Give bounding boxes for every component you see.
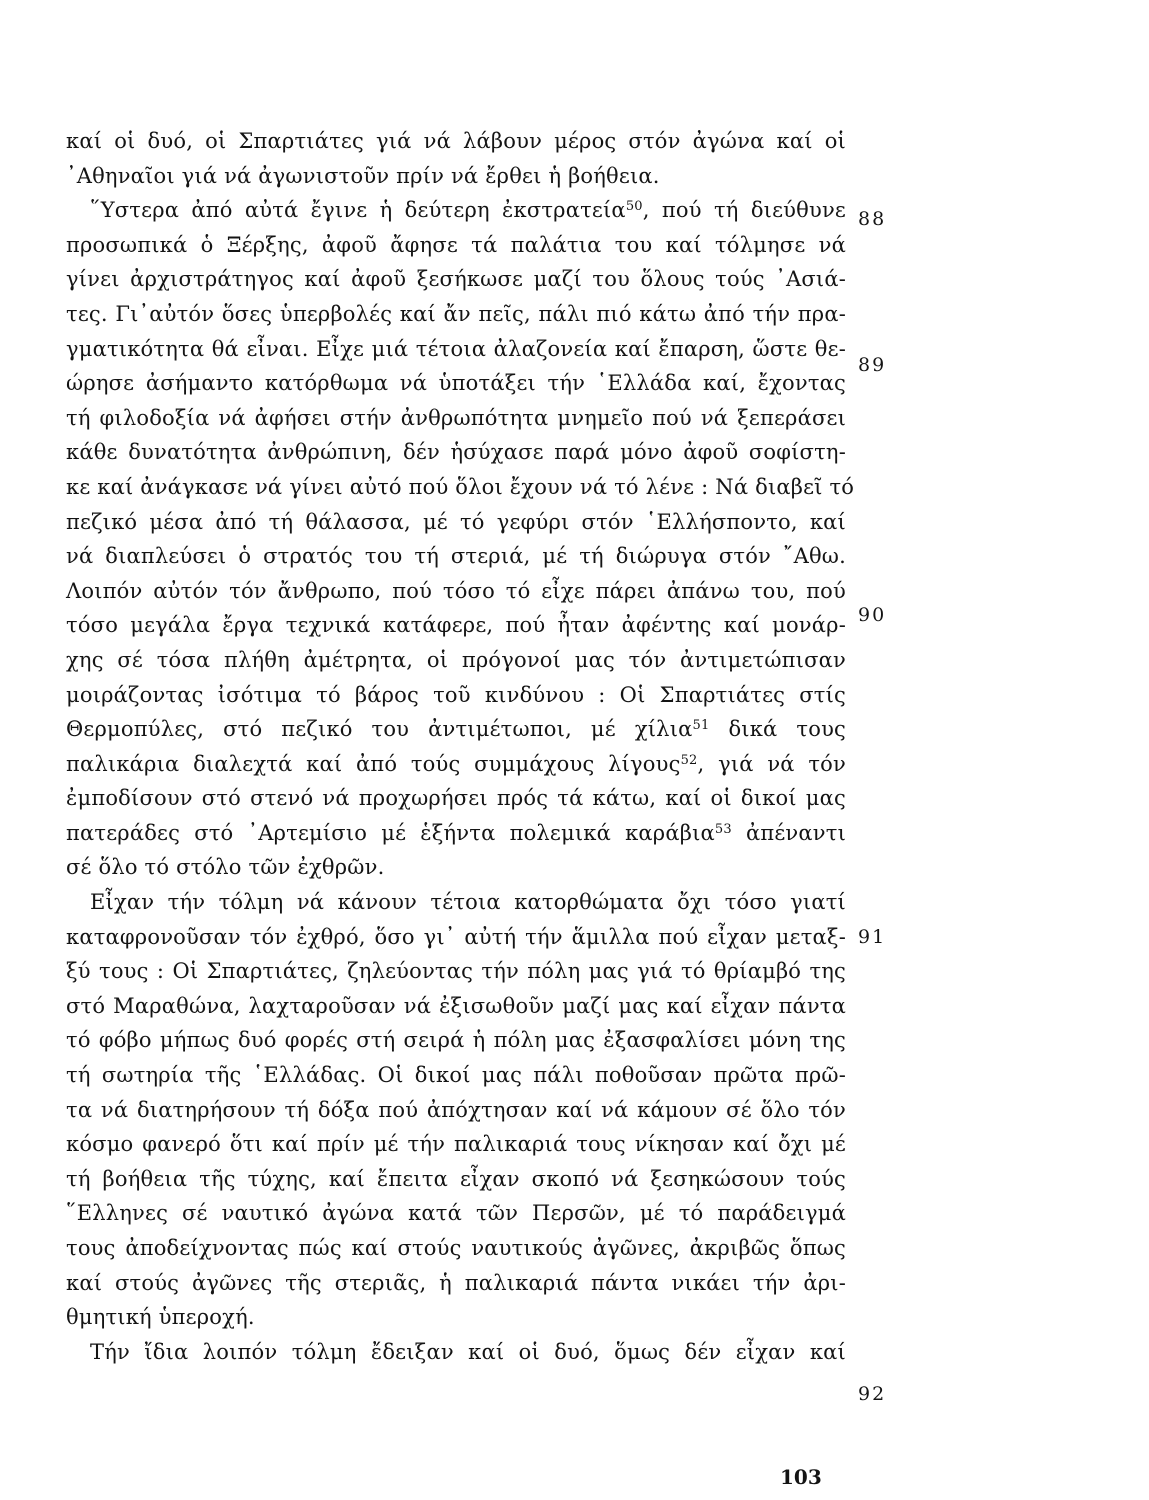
- text-segment: , πού τή διεύθυνε: [642, 198, 846, 223]
- text-line: σέ ὅλο τό στόλο τῶν ἐχθρῶν.: [66, 855, 385, 880]
- margin-section-number: 89: [858, 354, 887, 376]
- text-line: καί στούς ἀγῶνες τῆς στεριᾶς, ἡ παλικαριά πάντα νικάει τήν ἀρι-: [66, 1270, 846, 1295]
- text-line: Εἶχαν τήν τόλμη νά κάνουν τέτοια κατορθώματα ὄχι τόσο γιατί: [90, 890, 846, 915]
- text-line: πεζικό μέσα ἀπό τή θάλασσα, μέ τό γεφύρι στόν ῾Ελλήσποντο, καί: [66, 509, 846, 534]
- text-line: καταφρονοῦσαν τόν ἐχθρό, ὅσο γι᾿ αὐτή τήν ἅμιλλα πού εἶχαν μεταξ-: [66, 924, 846, 949]
- text-line: [66, 747, 846, 782]
- text-body: [66, 124, 855, 1369]
- text-line: [66, 193, 846, 228]
- text-segment: δικά τους: [709, 717, 846, 742]
- text-line: Λοιπόν αὐτόν τόν ἄνθρωπο, πού τόσο τό εἶχε πάρει ἀπάνω του, πού: [66, 578, 846, 603]
- text-line: ᾿Αθηναῖοι γιά νά ἀγωνιστοῦν πρίν νά ἔρθει ἡ βοήθεια.: [66, 163, 660, 188]
- text-line: καί οἱ δυό, οἱ Σπαρτιάτες γιά νά λάβουν μέρος στόν ἀγώνα καί οἱ: [66, 129, 846, 153]
- text-segment: , γιά νά τόν: [697, 751, 846, 776]
- text-line: γίνει ἀρχιστράτηγος καί ἀφοῦ ξεσήκωσε μαζί του ὅλους τούς ᾿Ασιά-: [66, 267, 846, 292]
- text-line: τόσο μεγάλα ἔργα τεχνικά κατάφερε, πού ἦταν ἀφέντης καί μονάρ-: [66, 613, 846, 638]
- text-line: κε καί ἀνάγκασε νά γίνει αὐτό πού ὅλοι ἔχουν νά τό λένε : Νά διαβεῖ τό: [66, 474, 855, 499]
- text-segment: ἀπέναντι: [731, 820, 847, 845]
- text-line: τή σωτηρία τῆς ῾Ελλάδας. Οἱ δικοί μας πάλι ποθοῦσαν πρῶτα πρῶ-: [66, 1063, 846, 1088]
- margin-section-number: 92: [858, 1383, 887, 1405]
- text-line: χης σέ τόσα πλήθη ἀμέτρητα, οἱ πρόγονοί μας τόν ἀντιμετώπισαν: [66, 647, 846, 672]
- margin-section-number: 91: [858, 926, 887, 948]
- margin-section-number: 90: [858, 604, 887, 626]
- text-line: ξύ τους : Οἱ Σπαρτιάτες, ζηλεύοντας τήν πόλη μας γιά τό θρίαμβό της: [66, 959, 846, 984]
- text-line: ἐμποδίσουν στό στενό νά προχωρήσει πρός τά κάτω, καί οἱ δικοί μας: [66, 786, 846, 811]
- text-line: τή βοήθεια τῆς τύχης, καί ἔπειτα εἶχαν σκοπό νά ξεσηκώσουν τούς: [66, 1166, 846, 1191]
- text-line: ῞Ελληνες σέ ναυτικό ἀγώνα κατά τῶν Περσῶν, μέ τό παράδειγμά: [66, 1201, 846, 1226]
- text-segment: παλικάρια διαλεχτά καί ἀπό τούς συμμάχους λίγους: [66, 751, 681, 776]
- text-line: [66, 712, 846, 747]
- text-line: τους ἀποδείχνοντας πώς καί στούς ναυτικούς ἀγῶνες, ἀκριβῶς ὅπως: [66, 1236, 846, 1260]
- text-line: [66, 816, 846, 851]
- text-line: στό Μαραθώνα, λαχταροῦσαν νά ἐξισωθοῦν μαζί μας καί εἶχαν πάντα: [66, 993, 846, 1018]
- text-line: τα νά διατηρήσουν τή δόξα πού ἀπόχτησαν καί νά κάμουν σέ ὅλο τόν: [66, 1097, 846, 1122]
- text-line: τες. Γι᾿αὐτόν ὅσες ὑπερβολές καί ἄν πεῖς, πάλι πιό κάτω ἀπό τήν πρα-: [66, 301, 846, 326]
- text-line: τή φιλοδοξία νά ἀφήσει στήν ἀνθρωπότητα μνημεῖο πού νά ξεπεράσει: [66, 405, 846, 430]
- text-segment: πατεράδες στό ᾿Αρτεμίσιο μέ ἑξήντα πολεμικά καράβια: [66, 820, 715, 845]
- text-segment: Θερμοπύλες, στό πεζικό του ἀντιμέτωποι, μέ χίλια: [66, 717, 693, 742]
- text-line: κάθε δυνατότητα ἀνθρώπινη, δέν ἡσύχασε παρά μόνο ἀφοῦ σοφίστη-: [66, 440, 846, 465]
- text-line: μοιράζοντας ἰσότιμα τό βάρος τοῦ κινδύνου : Οἱ Σπαρτιάτες στίς: [66, 682, 846, 707]
- text-line: προσωπικά ὁ Ξέρξης, ἀφοῦ ἄφησε τά παλάτια του καί τόλμησε νά: [66, 232, 846, 257]
- margin-section-number: 88: [858, 208, 887, 230]
- text-line: νά διαπλεύσει ὁ στρατός του τή στεριά, μέ τή διώρυγα στόν ῎Αθω.: [66, 544, 846, 569]
- text-segment: ῞Υστερα ἀπό αὐτά ἔγινε ἡ δεύτερη ἐκστρατεία: [90, 198, 626, 223]
- text-line: Τήν ἴδια λοιπόν τόλμη ἔδειξαν καί οἱ δυό, ὅμως δέν εἶχαν καί: [90, 1339, 846, 1364]
- footnote-ref: 50: [625, 199, 643, 215]
- text-line: κόσμο φανερό ὅτι καί πρίν μέ τήν παλικαριά τους νίκησαν καί ὄχι μέ: [66, 1132, 846, 1157]
- footnote-ref: 51: [692, 718, 710, 734]
- page-number: 103: [780, 1465, 822, 1489]
- text-line: θμητική ὑπεροχή.: [66, 1305, 255, 1330]
- text-line: τό φόβο μήπως δυό φορές στή σειρά ἡ πόλη μας ἐξασφαλίσει μόνη της: [66, 1028, 846, 1053]
- text-line: γματικότητα θά εἶναι. Εἶχε μιά τέτοια ἀλαζονεία καί ἔπαρση, ὥστε θε-: [66, 336, 846, 361]
- footnote-ref: 52: [680, 752, 698, 768]
- text-line: ώρησε ἀσήμαντο κατόρθωμα νά ὑποτάξει τήν ῾Ελλάδα καί, ἔχοντας: [66, 371, 846, 396]
- footnote-ref: 53: [714, 821, 732, 837]
